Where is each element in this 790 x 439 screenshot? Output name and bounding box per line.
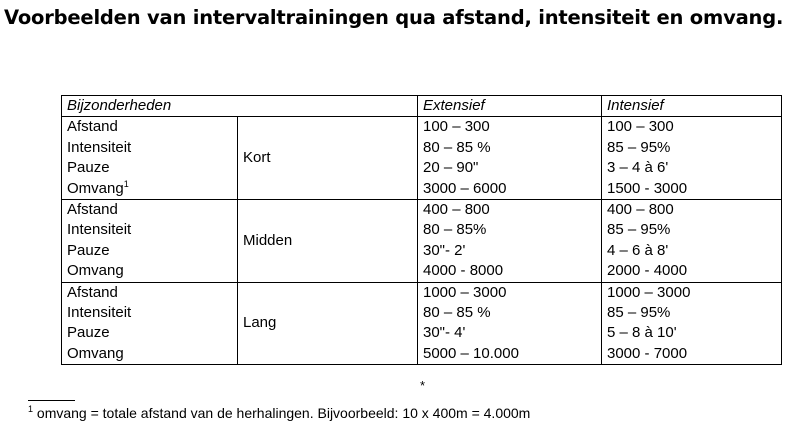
label-omvang: Omvang: [67, 179, 124, 197]
intensive-value: 85 – 95%: [607, 304, 671, 322]
label-omvang-line: [67, 179, 237, 199]
label-pauze: Pauze: [67, 241, 110, 259]
intensive-cell: [602, 200, 782, 283]
intensive-value: 2000 - 4000: [607, 262, 688, 280]
category-cell: [238, 117, 418, 200]
extensive-value: 5000 – 10.000: [423, 344, 519, 362]
intensive-value: 100 – 300: [607, 118, 674, 136]
extensive-value: 100 – 300: [423, 118, 490, 136]
row-labels-cell: [62, 117, 238, 200]
footnote-text: omvang = totale afstand van de herhalingen. Bijvoorbeeld: 10 x 400m = 4.000m: [36, 405, 531, 421]
table-row: [62, 200, 782, 283]
header-cell-extensive: [418, 96, 602, 117]
label-omvang: Omvang: [67, 262, 124, 280]
label-afstand: Afstand: [67, 283, 118, 301]
extensive-value: 30"- 2': [423, 241, 466, 259]
label-afstand: Afstand: [67, 201, 118, 219]
extensive-cell: [418, 117, 602, 200]
footnote-marker: 1: [123, 178, 129, 189]
interval-training-table: [61, 95, 782, 365]
extensive-cell: [418, 200, 602, 283]
extensive-value: 3000 – 6000: [423, 179, 507, 197]
intensive-cell: [602, 117, 782, 200]
table-row: [62, 282, 782, 365]
intensive-value: 1000 – 3000: [607, 283, 691, 301]
extensive-value: 20 – 90": [423, 159, 479, 177]
row-labels-cell: [62, 200, 238, 283]
footnote-divider: [28, 400, 75, 401]
extensive-value: 1000 – 3000: [423, 283, 507, 301]
intensive-value: 3 – 4 à 6': [607, 159, 669, 177]
label-intensiteit: Intensiteit: [67, 221, 132, 239]
category-cell: [238, 200, 418, 283]
label-afstand: Afstand: [67, 118, 118, 136]
extensive-value: 30"- 4': [423, 324, 466, 342]
label-pauze: Pauze: [67, 324, 110, 342]
label-omvang: Omvang: [67, 344, 124, 362]
extensive-value: 80 – 85 %: [423, 304, 491, 322]
intensive-value: 3000 - 7000: [607, 344, 688, 362]
header-details-label: Bijzonderheden: [67, 97, 172, 114]
label-intensiteit: Intensiteit: [67, 304, 132, 322]
category-label: Kort: [243, 149, 271, 167]
category-label: Midden: [243, 231, 293, 249]
header-cell-details: [62, 96, 418, 117]
extensive-cell: [418, 282, 602, 365]
category-label: Lang: [243, 314, 277, 332]
page-title: Voorbeelden van intervaltrainingen qua afstand, intensiteit en omvang.: [4, 6, 784, 29]
intensive-value: 5 – 8 à 10': [607, 324, 677, 342]
table-header-row: [62, 96, 782, 117]
intensive-value: 85 – 95%: [607, 138, 671, 156]
intensive-value: 1500 - 3000: [607, 179, 688, 197]
extensive-value: 400 – 800: [423, 201, 490, 219]
asterisk-mark: *: [420, 378, 426, 393]
footnote-number: 1: [28, 404, 34, 414]
extensive-value: 80 – 85%: [423, 221, 487, 239]
footnote: [28, 405, 530, 421]
intensive-cell: [602, 282, 782, 365]
label-pauze: Pauze: [67, 159, 110, 177]
extensive-value: 4000 - 8000: [423, 262, 504, 280]
intensive-value: 400 – 800: [607, 201, 674, 219]
extensive-value: 80 – 85 %: [423, 138, 491, 156]
header-extensive-label: Extensief: [423, 97, 485, 114]
row-labels-cell: [62, 282, 238, 365]
header-cell-intensive: [602, 96, 782, 117]
table-row: [62, 117, 782, 200]
category-cell: [238, 282, 418, 365]
label-intensiteit: Intensiteit: [67, 138, 132, 156]
intensive-value: 85 – 95%: [607, 221, 671, 239]
intensive-value: 4 – 6 à 8': [607, 241, 669, 259]
header-intensive-label: Intensief: [607, 97, 664, 114]
